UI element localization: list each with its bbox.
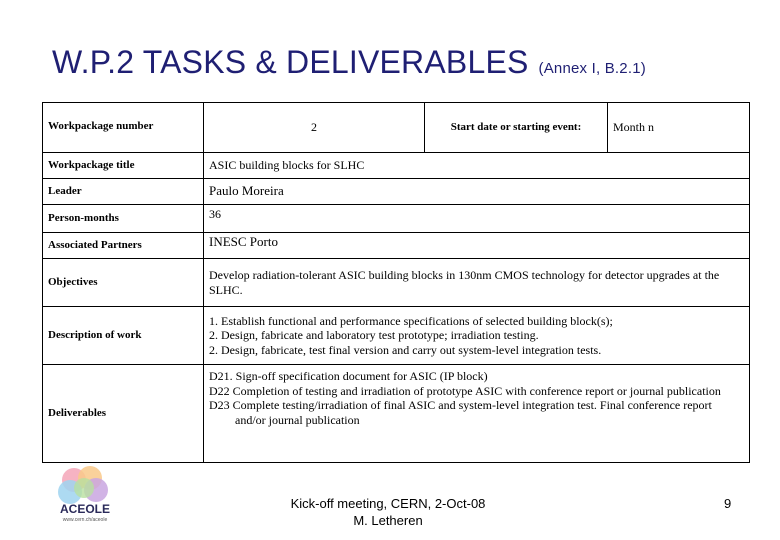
person-months-value: 36 [204,205,750,233]
start-date-value: Month n [608,103,750,153]
deliverable-item: D23 Complete testing/irradiation of final ASIC and system-level integration test. Final conference report and/or journal publication [209,398,712,427]
leader-label: Leader [43,179,204,205]
page-number: 9 [724,496,732,511]
logo-name: ACEOLE [59,502,111,516]
table-row-partners [43,233,750,259]
workpackage-table [42,102,750,463]
leader-value: Paulo Moreira [204,179,750,205]
partners-value: INESC Porto [204,233,750,259]
wp-title-value: ASIC building blocks for SLHC [204,153,750,179]
table-row-leader [43,179,750,205]
deliverables-value [204,365,750,463]
table-row-wp-number [43,103,750,153]
footer-author: M. Letheren [353,513,423,528]
slide-title [52,44,646,81]
aceole-logo [52,464,118,524]
wp-title-label: Workpackage title [43,153,204,179]
person-months-label: Person-months [43,205,204,233]
table-row-description [43,307,750,365]
slide-title-reference: (Annex I, B.2.1) [538,60,646,77]
description-value [204,307,750,365]
description-label: Description of work [43,307,204,365]
logo-url: www.cern.ch/aceole [62,517,108,523]
footer-text [278,495,498,529]
wp-number-value: 2 [204,103,425,153]
table-row-objectives [43,259,750,307]
start-date-label: Start date or starting event: [425,103,608,153]
slide-title-text: W.P.2 TASKS & DELIVERABLES [52,44,529,80]
deliverable-item: D21. Sign-off specification document for ASIC (IP block) [209,369,488,383]
deliverable-item: D22 Completion of testing and irradiation of prototype ASIC with conference report or journal publication [209,383,721,398]
table-row-deliverables [43,365,750,463]
table-row-title [43,153,750,179]
wp-number-label: Workpackage number [43,103,204,153]
table-row-person-months [43,205,750,233]
footer-meeting: Kick-off meeting, CERN, 2-Oct-08 [290,496,486,511]
objectives-value: Develop radiation-tolerant ASIC building blocks in 130nm CMOS technology for detector upgrades at the SLHC. [204,259,750,307]
description-line: 2. Design, fabricate and laboratory test prototype; irradiation testing. [209,328,539,343]
logo-circle [74,478,94,498]
objectives-label: Objectives [43,259,204,307]
description-line: 2. Design, fabricate, test final version and carry out system-level integration tests. [209,342,602,357]
deliverables-label: Deliverables [43,365,204,463]
partners-label: Associated Partners [43,233,204,259]
description-line: 1. Establish functional and performance specifications of selected building block(s); [209,313,613,328]
